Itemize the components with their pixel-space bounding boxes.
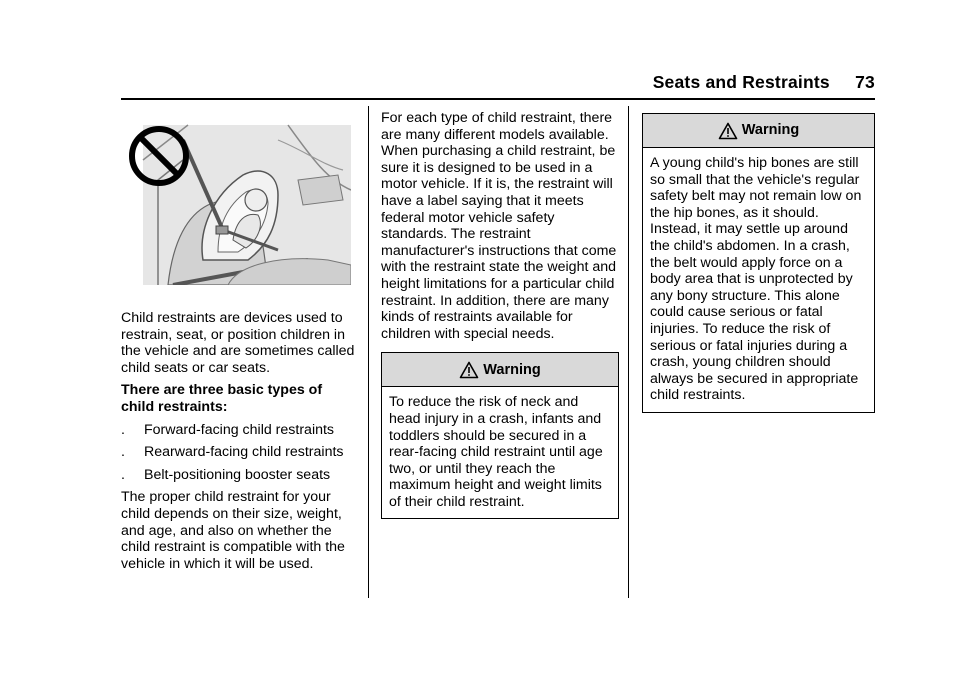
warning-body: To reduce the risk of neck and head injury in a crash, infants and toddlers should be secured in a rear-facing child restraint until age two, or until they reach the maximum height and weight limits of their child restraint. [389,394,603,510]
header-rule [121,98,875,100]
bullet-symbol: . [121,421,125,438]
restraint-types-list [121,422,356,484]
warning-box-neck-injury [381,352,619,519]
list-item: . Belt-positioning booster seats [121,466,331,483]
column-2 [381,110,619,519]
column-divider-2 [628,106,629,598]
warning-header [643,114,874,148]
types-heading: There are three basic types of child restraints: [121,382,323,415]
section-title: Seats and Restraints [652,72,830,92]
child-seat-figure [128,120,351,285]
proper-restraint-paragraph: The proper child restraint for your child depends on their size, weight, and age, and also on whether the child restraint is compatible with the vehicle in which it will be used. [121,489,345,572]
restraint-types-paragraph: For each type of child restraint, there are many different models available. When purchasing a child restraint, be sure it is designed to be used in a motor vehicle. If it is, the restraint will have a label saying that it meets federal motor vehicle safety standards. The restraint manufacturer's instructions that come with the restraint state the weight and height limitations for a particular child restraint. In addition, there are many kinds of restraints available for children with special needs. [381,110,617,342]
intro-paragraph: Child restraints are devices used to restrain, seat, or position children in the vehicle and are sometimes called child seats or car seats. [121,310,355,376]
page-header [560,72,875,93]
column-divider-1 [368,106,369,598]
column-1 [121,310,356,578]
bullet-symbol: . [121,444,125,461]
warning-box-hip-bones [642,113,875,413]
list-item: . Rearward-facing child restraints [121,444,344,461]
warning-triangle-icon [459,361,479,379]
warning-title: Warning [741,122,800,139]
column-3 [642,113,875,413]
bullet-symbol: . [121,466,125,483]
page-number: 73 [855,72,875,92]
warning-header [382,353,618,387]
warning-triangle-icon [718,122,738,140]
list-item: . Forward-facing child restraints [121,421,335,438]
prohibition-icon [128,125,190,187]
warning-body: A young child's hip bones are still so small that the vehicle's regular safety belt may not remain low on the hip bones, as it should. Instead, it may settle up around the child's abdomen. In a crash, the belt would apply force on a body area that is unprotected by any bony structure. This alone could cause serious or fatal injuries. To reduce the risk of serious or fatal injuries during a crash, young children should always be secured in appropriate child restraints. [650,155,862,404]
warning-title: Warning [483,361,541,378]
